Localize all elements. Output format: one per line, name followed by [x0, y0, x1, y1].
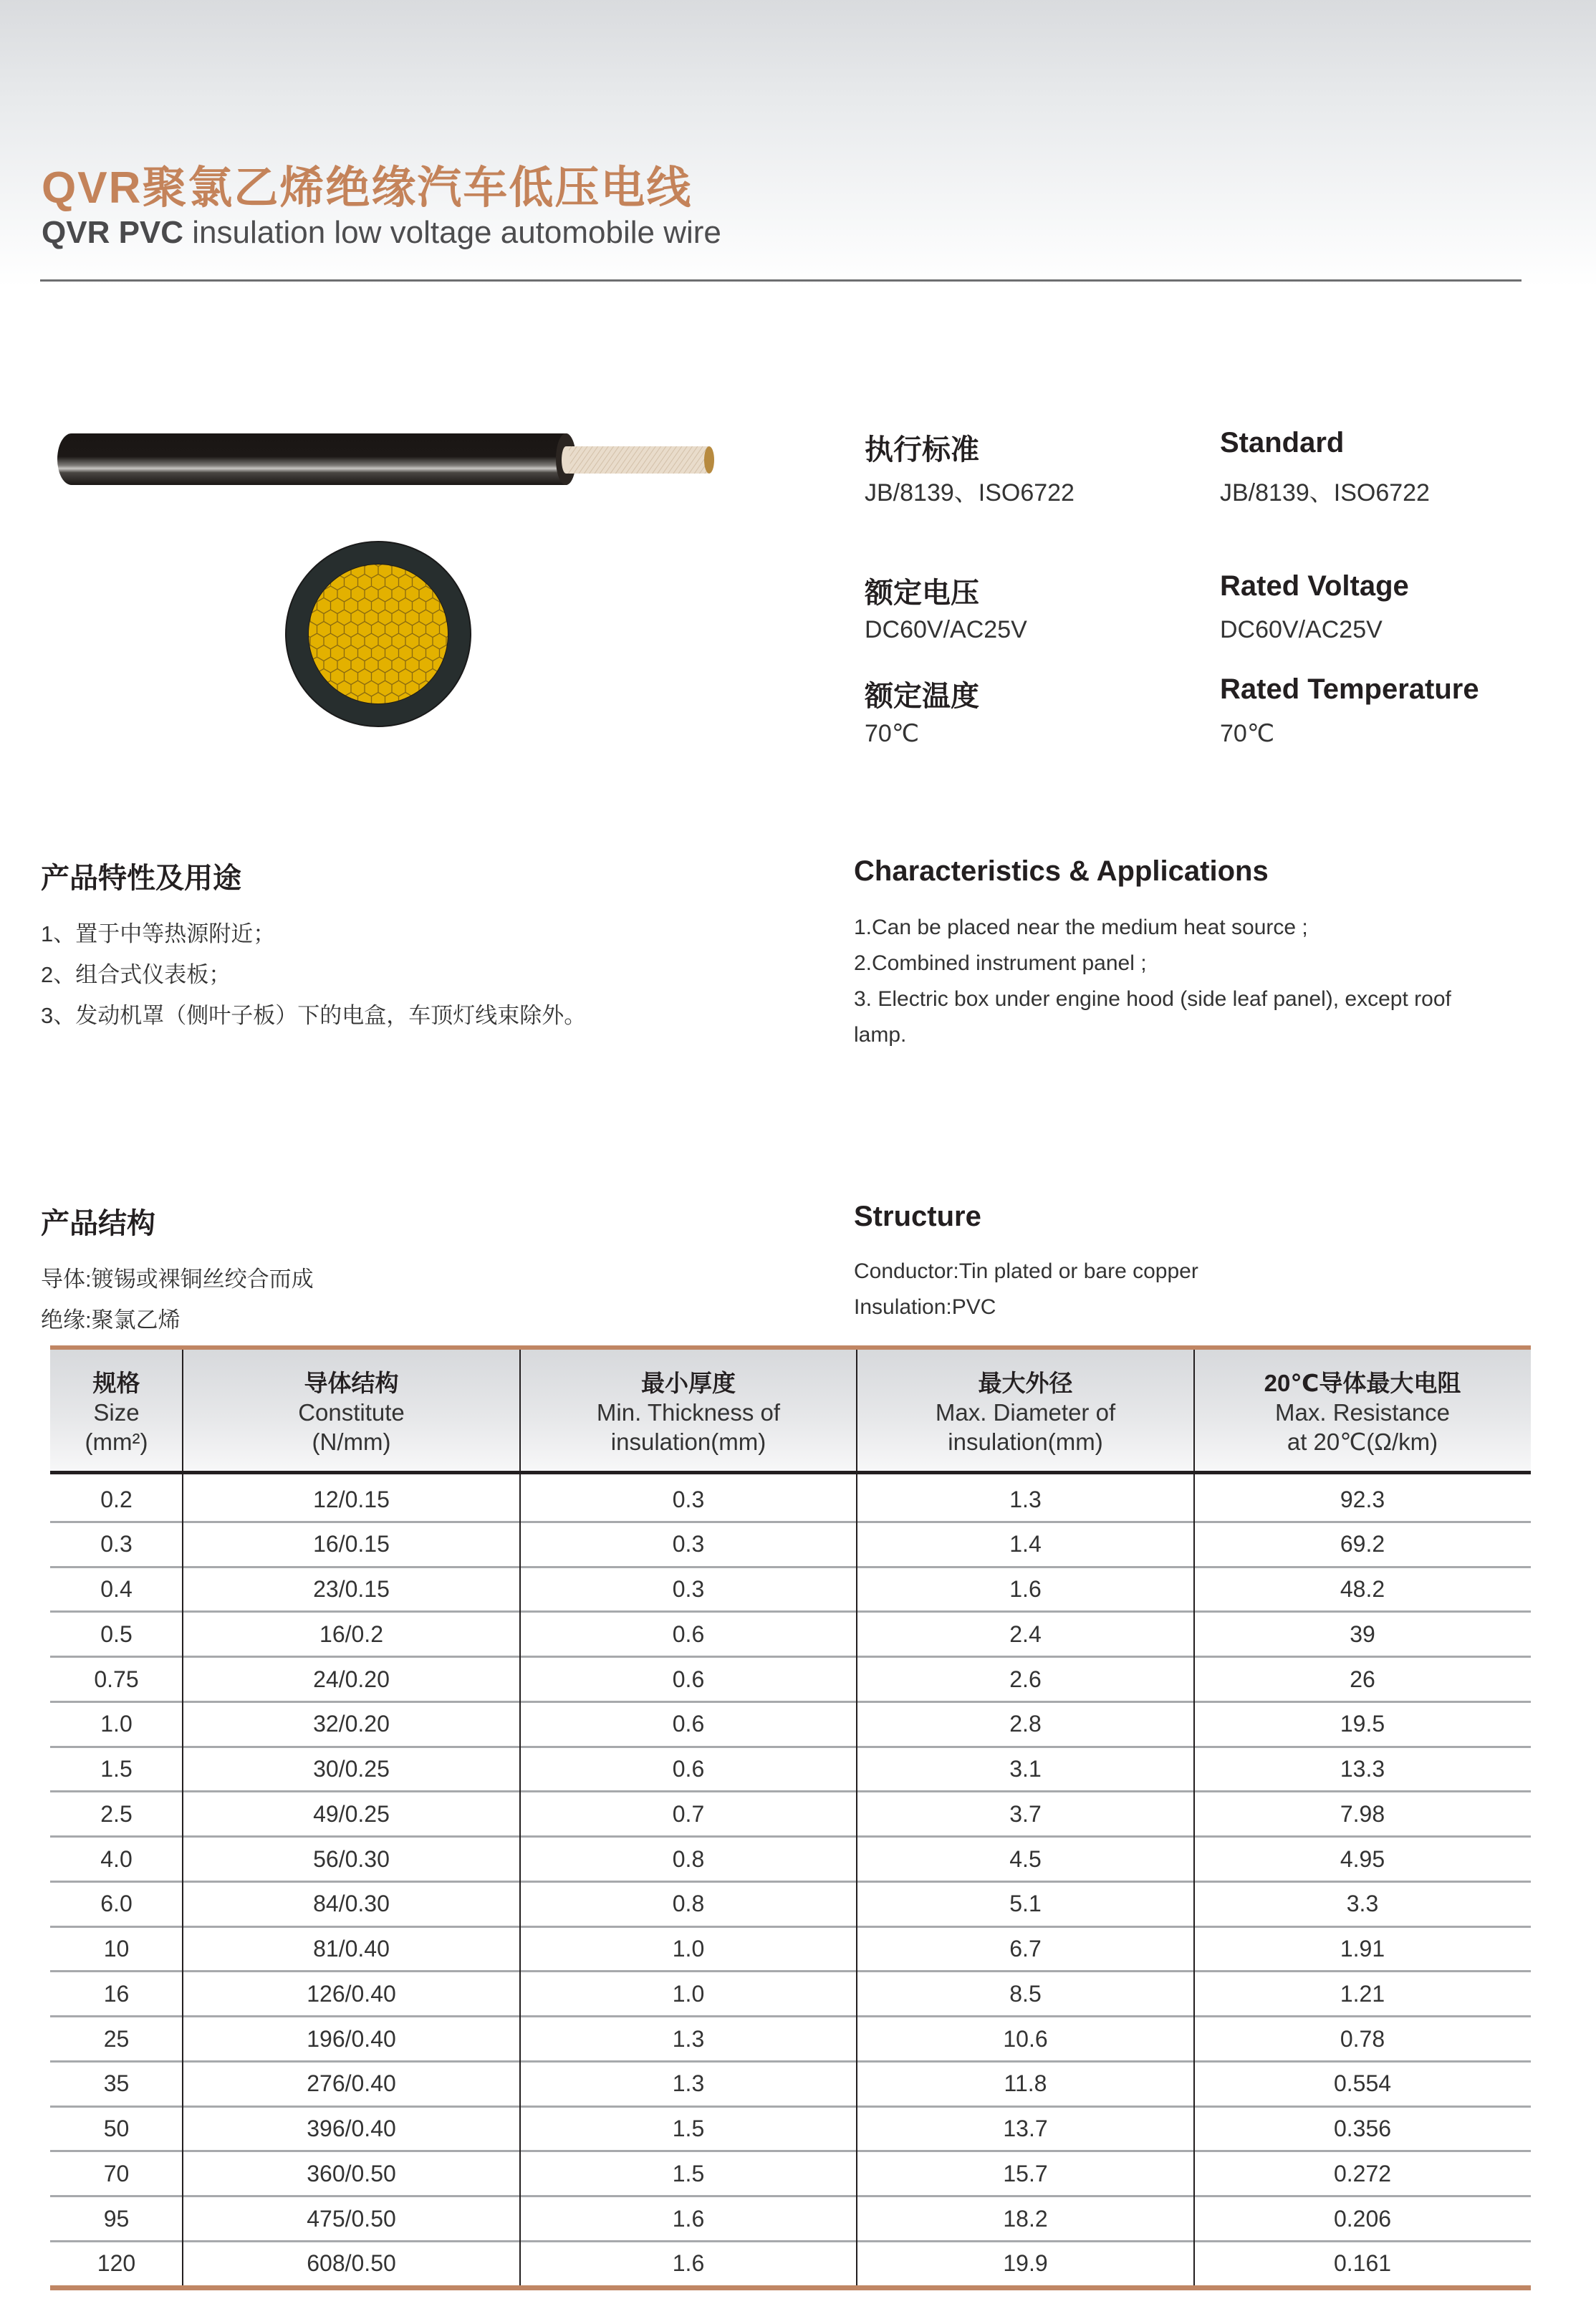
cell-thickness: 0.6 — [672, 1756, 705, 1782]
table-header-constitute — [183, 1350, 520, 1474]
header-en: Size — [93, 1398, 140, 1426]
spec-standard-value-cn: JB/8139、ISO6722 — [865, 479, 1075, 506]
header-en: Max. Diameter of — [935, 1398, 1116, 1426]
cell-diameter: 1.6 — [1009, 1576, 1042, 1602]
spec-voltage-label-en: Rated Voltage — [1220, 570, 1409, 602]
characteristics-item-en: lamp. — [854, 1023, 907, 1047]
cell-resistance: 1.91 — [1340, 1936, 1385, 1962]
cell-size: 120 — [97, 2250, 136, 2277]
table-row — [50, 1658, 1531, 1703]
cell-resistance: 39 — [1350, 1621, 1375, 1647]
cell-constitute: 196/0.40 — [307, 2025, 396, 2052]
cell-resistance: 26 — [1350, 1666, 1375, 1692]
spec-voltage-label-cn: 额定电压 — [865, 577, 979, 609]
cell-constitute: 49/0.25 — [313, 1800, 390, 1827]
spec-voltage-value-en: DC60V/AC25V — [1220, 616, 1383, 643]
cell-resistance: 13.3 — [1340, 1756, 1385, 1782]
wire-side-view-icon — [50, 426, 738, 498]
cell-resistance: 92.3 — [1340, 1486, 1385, 1512]
cell-diameter: 5.1 — [1009, 1891, 1042, 1917]
cell-constitute: 12/0.15 — [313, 1486, 390, 1512]
cell-diameter: 11.8 — [1004, 2070, 1047, 2097]
cell-constitute: 360/0.50 — [307, 2160, 396, 2186]
cell-diameter: 19.9 — [1003, 2250, 1048, 2277]
page-title-cn: QVR聚氯乙烯绝缘汽车低压电线 — [42, 163, 693, 213]
cell-thickness: 0.8 — [672, 1891, 705, 1917]
header-en: Min. Thickness of — [596, 1398, 781, 1426]
cell-size: 0.3 — [100, 1531, 133, 1557]
cell-size: 0.5 — [100, 1621, 133, 1647]
table-row — [50, 1478, 1531, 1523]
characteristics-item-cn: 1、置于中等热源附近； — [41, 921, 276, 946]
header-unit: (N/mm) — [312, 1428, 391, 1455]
cell-resistance: 3.3 — [1346, 1891, 1379, 1917]
characteristics-item-cn: 2、组合式仪表板； — [41, 962, 231, 987]
cell-diameter: 15.7 — [1003, 2160, 1048, 2186]
cell-resistance: 19.5 — [1340, 1711, 1385, 1737]
cell-size: 95 — [103, 2205, 130, 2232]
cell-constitute: 23/0.15 — [313, 1576, 390, 1602]
table-row — [50, 1748, 1531, 1793]
cell-thickness: 0.3 — [672, 1576, 705, 1602]
cell-resistance: 7.98 — [1340, 1800, 1385, 1827]
table-row — [50, 2108, 1531, 2153]
structure-item-cn: 导体:镀锡或裸铜丝绞合而成 — [41, 1267, 314, 1292]
cell-diameter: 8.5 — [1009, 1980, 1042, 2007]
cell-size: 0.2 — [100, 1486, 133, 1512]
cell-size: 4.0 — [100, 1845, 133, 1872]
table-row — [50, 1928, 1531, 1973]
table-header-thickness — [520, 1350, 857, 1474]
title-en-bold: QVR PVC — [42, 215, 184, 250]
spec-standard-value-en: JB/8139、ISO6722 — [1220, 479, 1430, 506]
header-cn: 导体结构 — [304, 1369, 399, 1396]
cell-thickness: 0.7 — [672, 1800, 705, 1827]
header-unit: (mm²) — [85, 1428, 148, 1455]
cell-resistance: 0.206 — [1333, 2205, 1392, 2232]
cell-size: 10 — [103, 1936, 130, 1962]
cell-constitute: 56/0.30 — [313, 1845, 390, 1872]
cell-thickness: 1.5 — [672, 2160, 705, 2186]
header-cn: 规格 — [92, 1369, 140, 1396]
spec-temperature-value-cn: 70℃ — [865, 720, 920, 747]
table-bottom-border — [50, 2285, 1531, 2290]
cell-diameter: 2.8 — [1009, 1711, 1042, 1737]
header-cn: 20℃导体最大电阻 — [1264, 1369, 1461, 1396]
cell-constitute: 84/0.30 — [313, 1891, 390, 1917]
cell-diameter: 3.7 — [1009, 1800, 1042, 1827]
cell-diameter: 3.1 — [1009, 1756, 1042, 1782]
characteristics-heading-en: Characteristics & Applications — [854, 855, 1269, 887]
table-row — [50, 1523, 1531, 1568]
table-row — [50, 2242, 1531, 2287]
page-title-en — [42, 215, 721, 251]
header-cn: 最大外径 — [978, 1369, 1073, 1396]
structure-item-en: Conductor:Tin plated or bare copper — [854, 1259, 1198, 1283]
table-row — [50, 1703, 1531, 1748]
cell-size: 70 — [103, 2160, 130, 2186]
cell-diameter: 1.3 — [1009, 1486, 1042, 1512]
cell-constitute: 16/0.15 — [313, 1531, 390, 1557]
cell-diameter: 4.5 — [1009, 1845, 1042, 1872]
cell-thickness: 0.6 — [672, 1711, 705, 1737]
cell-size: 1.5 — [100, 1756, 133, 1782]
table-header-resistance — [1194, 1350, 1531, 1474]
cell-resistance: 4.95 — [1340, 1845, 1385, 1872]
cell-constitute: 475/0.50 — [307, 2205, 396, 2232]
cell-constitute: 30/0.25 — [313, 1756, 390, 1782]
characteristics-heading-cn: 产品特性及用途 — [41, 863, 241, 894]
header-unit: insulation(mm) — [610, 1428, 766, 1455]
cell-thickness: 1.3 — [672, 2025, 705, 2052]
cell-constitute: 126/0.40 — [307, 1980, 396, 2007]
column-divider — [1193, 1350, 1195, 2285]
header-en: Constitute — [298, 1398, 405, 1426]
cell-thickness: 1.0 — [672, 1980, 705, 2007]
cell-diameter: 18.2 — [1003, 2205, 1048, 2232]
cell-resistance: 69.2 — [1340, 1531, 1385, 1557]
table-row — [50, 1568, 1531, 1613]
cell-diameter: 10.6 — [1003, 2025, 1048, 2052]
characteristics-item-cn: 3、发动机罩（侧叶子板）下的电盒，车顶灯线束除外。 — [41, 1003, 587, 1028]
cell-resistance: 0.272 — [1333, 2160, 1392, 2186]
cell-resistance: 0.78 — [1340, 2025, 1385, 2052]
cell-resistance: 48.2 — [1340, 1576, 1385, 1602]
cell-constitute: 24/0.20 — [313, 1666, 390, 1692]
characteristics-item-en: 2.Combined instrument panel ; — [854, 951, 1147, 975]
cell-size: 1.0 — [100, 1711, 133, 1737]
cell-size: 0.4 — [100, 1576, 133, 1602]
table-row — [50, 1792, 1531, 1838]
title-en-rest: insulation low voltage automobile wire — [183, 215, 721, 250]
spec-standard-label-cn: 执行标准 — [865, 434, 979, 466]
cell-diameter: 2.6 — [1009, 1666, 1042, 1692]
structure-item-en: Insulation:PVC — [854, 1295, 996, 1319]
structure-heading-cn: 产品结构 — [41, 1208, 155, 1239]
cell-thickness: 0.3 — [672, 1486, 705, 1512]
column-divider — [856, 1350, 857, 2285]
table-row — [50, 2152, 1531, 2197]
cell-thickness: 1.6 — [672, 2250, 705, 2277]
cell-thickness: 1.3 — [672, 2070, 705, 2097]
cell-diameter: 2.4 — [1009, 1621, 1042, 1647]
cell-thickness: 0.3 — [672, 1531, 705, 1557]
cell-constitute: 608/0.50 — [307, 2250, 396, 2277]
cell-size: 6.0 — [100, 1891, 133, 1917]
wire-cross-section-icon — [283, 539, 473, 729]
cell-constitute: 16/0.2 — [319, 1621, 383, 1647]
cell-constitute: 276/0.40 — [307, 2070, 396, 2097]
cell-resistance: 0.356 — [1333, 2116, 1392, 2141]
cell-size: 0.75 — [94, 1666, 139, 1692]
table-row — [50, 1972, 1531, 2017]
table-header-size — [50, 1350, 183, 1474]
structure-heading-en: Structure — [854, 1201, 981, 1232]
cell-thickness: 0.6 — [672, 1666, 705, 1692]
cell-thickness: 0.6 — [672, 1621, 705, 1647]
cell-size: 2.5 — [100, 1800, 133, 1827]
characteristics-item-en: 3. Electric box under engine hood (side leaf panel), except roof — [854, 987, 1451, 1011]
spec-temperature-label-en: Rated Temperature — [1220, 673, 1479, 705]
table-row — [50, 1838, 1531, 1883]
table-header-diameter — [857, 1350, 1194, 1474]
spec-voltage-value-cn: DC60V/AC25V — [865, 616, 1027, 643]
column-divider — [519, 1350, 521, 2285]
cell-size: 35 — [103, 2070, 130, 2097]
cell-constitute: 81/0.40 — [313, 1936, 390, 1962]
header-en: Max. Resistance — [1275, 1398, 1450, 1426]
table-row — [50, 1883, 1531, 1928]
cell-constitute: 32/0.20 — [313, 1711, 390, 1737]
spec-standard-label-en: Standard — [1220, 427, 1345, 458]
structure-item-cn: 绝缘:聚氯乙烯 — [41, 1307, 181, 1333]
header-unit: insulation(mm) — [948, 1428, 1103, 1455]
characteristics-item-en: 1.Can be placed near the medium heat source ; — [854, 916, 1308, 939]
table-row — [50, 1613, 1531, 1658]
cell-diameter: 13.7 — [1003, 2116, 1048, 2141]
spec-temperature-label-cn: 额定温度 — [865, 681, 979, 712]
cell-thickness: 1.0 — [672, 1936, 705, 1962]
table-row — [50, 2197, 1531, 2242]
table-row — [50, 2063, 1531, 2108]
column-divider — [182, 1350, 183, 2285]
header-unit: at 20℃(Ω/km) — [1287, 1428, 1438, 1455]
cell-thickness: 1.5 — [672, 2116, 705, 2141]
cell-resistance: 1.21 — [1340, 1980, 1385, 2007]
cell-resistance: 0.161 — [1333, 2250, 1392, 2277]
cell-resistance: 0.554 — [1333, 2070, 1392, 2097]
cell-diameter: 1.4 — [1009, 1531, 1042, 1557]
cell-constitute: 396/0.40 — [307, 2116, 396, 2141]
table-row — [50, 2017, 1531, 2063]
cell-thickness: 1.6 — [672, 2205, 705, 2232]
header-cn: 最小厚度 — [641, 1369, 736, 1396]
spec-temperature-value-en: 70℃ — [1220, 720, 1275, 747]
cell-size: 25 — [103, 2025, 130, 2052]
cell-diameter: 6.7 — [1009, 1936, 1042, 1962]
cell-size: 50 — [103, 2116, 130, 2141]
header-divider — [40, 279, 1522, 282]
cell-size: 16 — [103, 1980, 130, 2007]
cell-thickness: 0.8 — [672, 1845, 705, 1872]
